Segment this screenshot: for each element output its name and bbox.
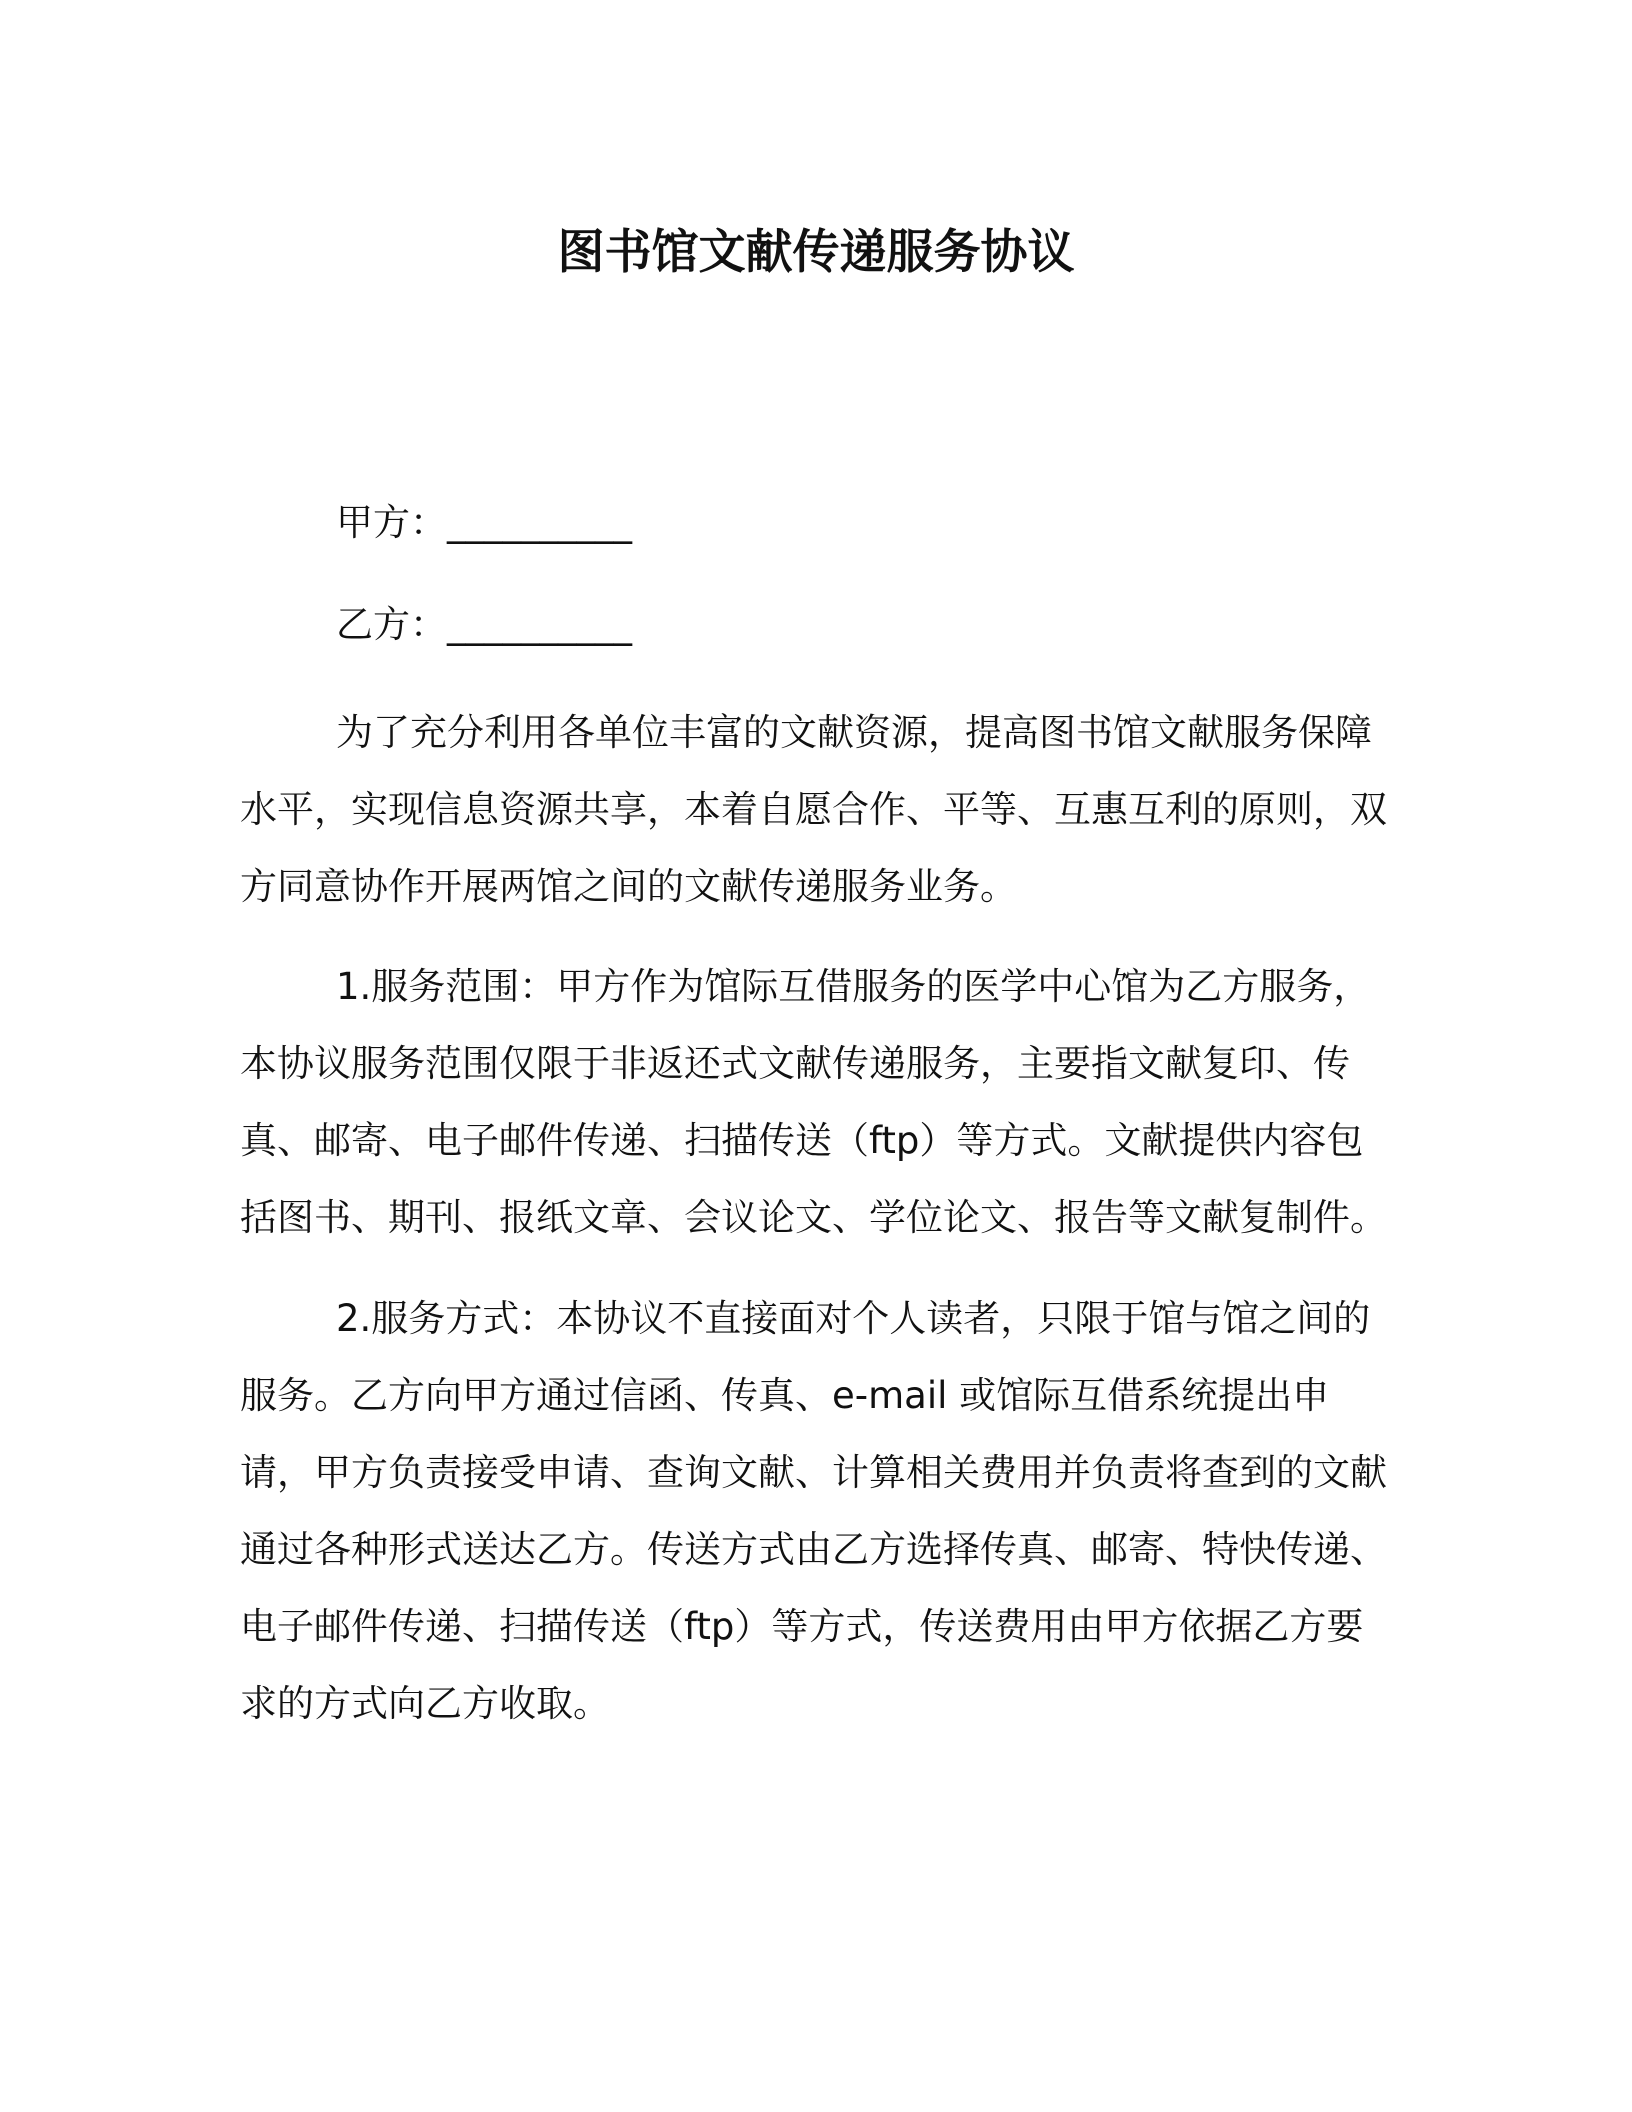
party-b-line: 乙方：__________ — [336, 603, 632, 646]
clause-service-method: 2.服务方式：本协议不直接面对个人读者，只限于馆与馆之间的服务。乙方向甲方通过信函、传真、e-mail 或馆际互借系统提出申请，甲方负责接受申请、查询文献、计算相关费用并负责将查到的文献通过各种形式送达乙方。传送方式由乙方选择传真、邮寄、特快传递、电子邮件传递、扫描传送（ftp）等方式，传送费用由甲方依据乙方要求的方式向乙方收取。 — [240, 1297, 1387, 1725]
party-a-line: 甲方：__________ — [336, 501, 632, 544]
document-title: 图书馆文献传递服务协议 — [557, 225, 1075, 280]
intro-paragraph: 为了充分利用各单位丰富的文献资源，提高图书馆文献服务保障水平，实现信息资源共享，本着自愿合作、平等、互惠互利的原则，双方同意协作开展两馆之间的文献传递服务业务。 — [240, 711, 1387, 908]
clause-service-scope: 1.服务范围：甲方作为馆际互借服务的医学中心馆为乙方服务，本协议服务范围仅限于非返还式文献传递服务，主要指文献复印、传真、邮寄、电子邮件传递、扫描传送（ftp）等方式。文献提供内容包括图书、期刊、报纸文章、会议论文、学位论文、报告等文献复制件。 — [240, 965, 1387, 1239]
